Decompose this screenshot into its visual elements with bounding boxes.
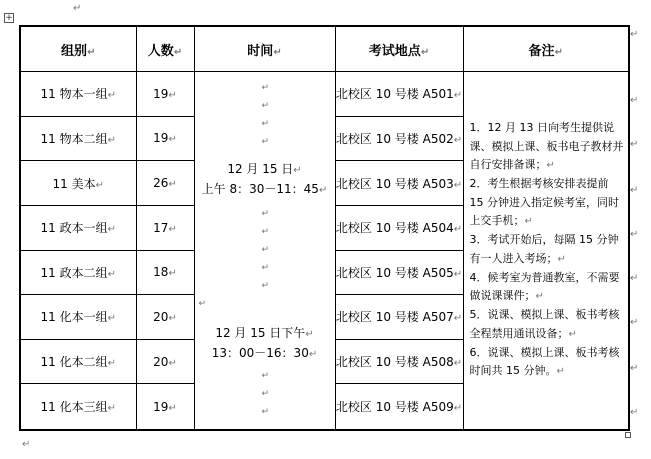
paragraph-mark: ↵ (261, 83, 270, 93)
group-cell: 11 化本一组↵ (20, 295, 136, 340)
paragraph-mark: ↵ (261, 263, 270, 273)
count-cell: 20↵ (136, 339, 194, 384)
count-cell: 19↵ (136, 384, 194, 430)
header-notes: 备注↵ (463, 26, 629, 72)
group-cell: 11 美本↵ (20, 161, 136, 206)
location-cell: 北校区 10 号楼 A508↵ (335, 339, 463, 384)
count-cell: 26↵ (136, 161, 194, 206)
time-block-afternoon: 12 月 15 日下午↵ 13：00－16：30↵ (211, 326, 318, 360)
row-end-mark: ↵ (630, 229, 639, 240)
table-resize-handle[interactable] (625, 432, 631, 438)
paragraph-mark: ↵ (261, 371, 270, 381)
count-cell: 17↵ (136, 205, 194, 250)
header-count: 人数↵ (136, 26, 194, 72)
row-end-mark: ↵ (630, 29, 639, 40)
location-cell: 北校区 10 号楼 A502↵ (335, 116, 463, 161)
row-end-mark: ↵ (630, 139, 639, 150)
header-row (20, 26, 629, 72)
note-item: 2．考生根据考核安排表提前 15 分钟进入指定候考室，同时上交手机；↵ (469, 177, 619, 227)
paragraph-mark: ↵ (261, 137, 270, 147)
note-item: 6．说课、模拟上课、板书考核时间共 15 分钟。↵ (469, 345, 620, 378)
row-end-mark: ↵ (630, 407, 639, 418)
paragraph-mark: ↵ (261, 281, 270, 291)
paragraph-mark: ↵ (261, 389, 270, 399)
paragraph-mark: ↵ (198, 299, 207, 309)
time-block-morning: 12 月 15 日↵ 上午 8：30－11：45↵ (201, 162, 328, 196)
group-cell: 11 政本一组↵ (20, 205, 136, 250)
count-cell: 20↵ (136, 295, 194, 340)
paragraph-mark: ↵ (261, 245, 270, 255)
count-cell: 19↵ (136, 116, 194, 161)
location-cell: 北校区 10 号楼 A503↵ (335, 161, 463, 206)
row-end-mark: ↵ (630, 95, 639, 106)
row-end-mark: ↵ (630, 185, 639, 196)
table-row (20, 72, 629, 117)
header-group: 组别↵ (20, 26, 136, 72)
paragraph-mark: ↵ (261, 407, 270, 417)
group-cell: 11 物本一组↵ (20, 72, 136, 117)
note-item: 4．候考室为普通教室，不需要做说课课件；↵ (469, 270, 620, 303)
note-item: 1．12 月 13 日向考生提供说课、模拟上课、板书电子教材并自行安排备课；↵ (469, 121, 624, 172)
paragraph-mark: ↵ (261, 101, 270, 111)
header-location: 考试地点↵ (335, 26, 463, 72)
group-cell: 11 政本二组↵ (20, 250, 136, 295)
location-cell: 北校区 10 号楼 A504↵ (335, 205, 463, 250)
paragraph-mark: ↵ (261, 209, 270, 219)
exam-schedule-table (19, 25, 630, 431)
group-cell: 11 化本二组↵ (20, 339, 136, 384)
paragraph-mark: ↵ (261, 119, 270, 129)
count-cell: 19↵ (136, 72, 194, 117)
location-cell: 北校区 10 号楼 A509↵ (335, 384, 463, 430)
row-end-mark: ↵ (630, 363, 639, 374)
location-cell: 北校区 10 号楼 A507↵ (335, 295, 463, 340)
notes-cell (463, 72, 629, 431)
table-move-handle[interactable]: + (5, 13, 13, 23)
paragraph-mark: ↵ (261, 227, 270, 237)
row-end-mark: ↵ (630, 273, 639, 284)
location-cell: 北校区 10 号楼 A501↵ (335, 72, 463, 117)
header-time: 时间↵ (194, 26, 335, 72)
group-cell: 11 化本三组↵ (20, 384, 136, 430)
time-cell (194, 72, 335, 431)
note-item: 3．考试开始后，每隔 15 分钟有一人进入考场；↵ (469, 233, 619, 265)
row-end-mark: ↵ (630, 317, 639, 328)
note-item: 5．说课、模拟上课、板书考核全程禁用通讯设备；↵ (469, 308, 620, 340)
paragraph-mark: ↵ (73, 3, 82, 14)
group-cell: 11 物本二组↵ (20, 116, 136, 161)
paragraph-mark: ↵ (22, 439, 31, 450)
location-cell: 北校区 10 号楼 A505↵ (335, 250, 463, 295)
count-cell: 18↵ (136, 250, 194, 295)
